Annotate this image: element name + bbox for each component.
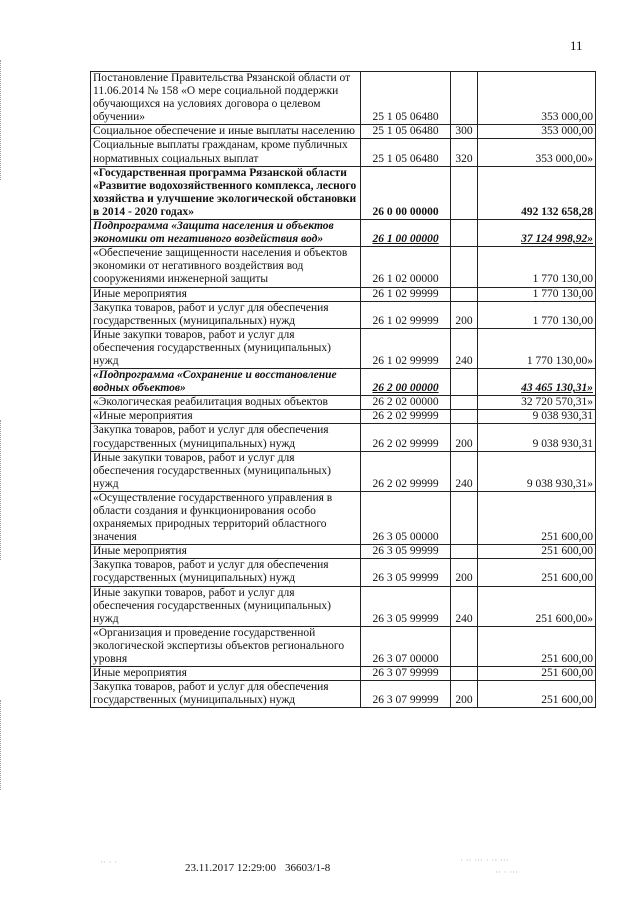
table-row: [91, 125, 596, 139]
cell-expense-type: [451, 396, 478, 410]
budget-table-body: [91, 72, 596, 708]
table-row: [91, 396, 596, 410]
table-row: [91, 626, 596, 666]
scan-noise: · ·· ··· · ·· ···: [460, 856, 509, 866]
cell-expense-type: 200: [451, 681, 478, 708]
cell-expense-type: [451, 667, 478, 681]
cell-amount: 9 038 930,31»: [478, 451, 596, 491]
cell-expense-type: [451, 166, 478, 219]
cell-name: «Обеспечение защищенности населения и объектов экономики от негативного воздействия вод сооружениями инженерной защиты: [91, 247, 361, 287]
cell-name: Иные закупки товаров, работ и услуг для обеспечения государственных (муниципальных) нужд: [91, 586, 361, 626]
cell-expense-type: [451, 545, 478, 559]
cell-name: Иные мероприятия: [91, 667, 361, 681]
table-row: [91, 139, 596, 166]
table-row: [91, 369, 596, 396]
left-edge-scan-mark: [0, 420, 7, 560]
cell-name: Подпрограмма «Защита населения и объектов экономики от негативного воздействия вод»: [91, 220, 361, 247]
table-row: [91, 586, 596, 626]
table-row: [91, 72, 596, 125]
cell-code: 26 2 02 00000: [361, 396, 451, 410]
cell-code: 25 1 05 06480: [361, 72, 451, 125]
cell-amount: 251 600,00: [478, 626, 596, 666]
cell-code: 26 2 02 99999: [361, 451, 451, 491]
cell-expense-type: 200: [451, 559, 478, 586]
cell-code: 26 1 02 99999: [361, 301, 451, 328]
cell-expense-type: [451, 287, 478, 301]
cell-code: 26 3 05 00000: [361, 491, 451, 544]
cell-code: 26 3 07 00000: [361, 626, 451, 666]
cell-name: «Экологическая реабилитация водных объектов: [91, 396, 361, 410]
table-row: [91, 424, 596, 451]
cell-name: Закупка товаров, работ и услуг для обеспечения государственных (муниципальных) нужд: [91, 424, 361, 451]
scan-noise: ·· · ·: [100, 858, 118, 868]
cell-code: 25 1 05 06480: [361, 125, 451, 139]
cell-name: Социальные выплаты гражданам, кроме публичных нормативных социальных выплат: [91, 139, 361, 166]
cell-name: Иные мероприятия: [91, 287, 361, 301]
cell-expense-type: [451, 220, 478, 247]
cell-name: Закупка товаров, работ и услуг для обеспечения государственных (муниципальных) нужд: [91, 681, 361, 708]
cell-amount: 43 465 130,31»: [478, 369, 596, 396]
cell-expense-type: 240: [451, 586, 478, 626]
table-row: [91, 545, 596, 559]
cell-amount: 251 600,00»: [478, 586, 596, 626]
cell-amount: 251 600,00: [478, 559, 596, 586]
cell-code: 26 1 02 00000: [361, 247, 451, 287]
cell-name: Иные закупки товаров, работ и услуг для обеспечения государственных (муниципальных) нужд: [91, 451, 361, 491]
cell-name: «Государственная программа Рязанской области «Развитие водохозяйственного комплекса, лесного хозяйства и улучшение экологической обстановки в 2014 - 2020 годах»: [91, 166, 361, 219]
cell-expense-type: [451, 369, 478, 396]
table-row: [91, 559, 596, 586]
cell-amount: 353 000,00: [478, 125, 596, 139]
cell-code: 26 3 07 99999: [361, 667, 451, 681]
cell-code: 26 0 00 00000: [361, 166, 451, 219]
footer-doc-number: 36603/1-8: [285, 862, 331, 874]
cell-code: 25 1 05 06480: [361, 139, 451, 166]
cell-code: 26 1 02 99999: [361, 287, 451, 301]
cell-name: «Осуществление государственного управления в области создания и функционирования особо охраняемых природных территорий областного значения: [91, 491, 361, 544]
table-row: [91, 220, 596, 247]
cell-expense-type: 300: [451, 125, 478, 139]
page-number: 11: [570, 38, 583, 53]
cell-name: «Иные мероприятия: [91, 410, 361, 424]
cell-amount: 251 600,00: [478, 545, 596, 559]
cell-amount: 1 770 130,00: [478, 247, 596, 287]
cell-amount: 353 000,00»: [478, 139, 596, 166]
cell-name: Социальное обеспечение и иные выплаты населению: [91, 125, 361, 139]
cell-expense-type: 240: [451, 451, 478, 491]
cell-amount: 9 038 930,31: [478, 410, 596, 424]
cell-amount: 492 132 658,28: [478, 166, 596, 219]
cell-code: 26 2 02 99999: [361, 410, 451, 424]
left-edge-scan-mark: [0, 700, 7, 790]
cell-expense-type: 240: [451, 328, 478, 368]
cell-code: 26 2 02 99999: [361, 424, 451, 451]
table-row: [91, 247, 596, 287]
cell-code: 26 1 00 00000: [361, 220, 451, 247]
cell-amount: 251 600,00: [478, 491, 596, 544]
table-row: [91, 451, 596, 491]
cell-name: «Подпрограмма «Сохранение и восстановление водных объектов»: [91, 369, 361, 396]
cell-amount: 251 600,00: [478, 681, 596, 708]
table-row: [91, 410, 596, 424]
cell-name: Иные мероприятия: [91, 545, 361, 559]
cell-expense-type: [451, 491, 478, 544]
cell-name: Закупка товаров, работ и услуг для обеспечения государственных (муниципальных) нужд: [91, 301, 361, 328]
cell-amount: 1 770 130,00»: [478, 328, 596, 368]
cell-amount: 1 770 130,00: [478, 287, 596, 301]
cell-expense-type: [451, 410, 478, 424]
table-row: [91, 681, 596, 708]
footer-timestamp: 23.11.2017 12:29:00: [185, 862, 276, 874]
cell-name: Иные закупки товаров, работ и услуг для обеспечения государственных (муниципальных) нужд: [91, 328, 361, 368]
cell-code: 26 3 05 99999: [361, 586, 451, 626]
table-row: [91, 328, 596, 368]
cell-name: «Организация и проведение государственной экологической экспертизы объектов регионального уровня: [91, 626, 361, 666]
cell-amount: 32 720 570,31»: [478, 396, 596, 410]
cell-name: Постановление Правительства Рязанской области от 11.06.2014 № 158 «О мере социальной поддержки обучающихся на условиях договора о целевом обучении»: [91, 72, 361, 125]
cell-expense-type: 200: [451, 424, 478, 451]
table-row: [91, 667, 596, 681]
cell-code: 26 1 02 99999: [361, 328, 451, 368]
table-row: [91, 301, 596, 328]
cell-amount: 9 038 930,31: [478, 424, 596, 451]
cell-code: 26 3 05 99999: [361, 559, 451, 586]
cell-code: 26 2 00 00000: [361, 369, 451, 396]
table-row: [91, 166, 596, 219]
table-row: [91, 287, 596, 301]
cell-expense-type: 200: [451, 301, 478, 328]
cell-expense-type: [451, 72, 478, 125]
cell-amount: 251 600,00: [478, 667, 596, 681]
cell-code: 26 3 05 99999: [361, 545, 451, 559]
scan-noise: ·· · ···: [495, 868, 518, 878]
left-edge-scan-mark: [0, 60, 7, 180]
budget-table: [90, 71, 596, 708]
cell-amount: 37 124 998,92»: [478, 220, 596, 247]
cell-name: Закупка товаров, работ и услуг для обеспечения государственных (муниципальных) нужд: [91, 559, 361, 586]
cell-amount: 1 770 130,00: [478, 301, 596, 328]
cell-expense-type: 320: [451, 139, 478, 166]
cell-expense-type: [451, 626, 478, 666]
table-row: [91, 491, 596, 544]
cell-expense-type: [451, 247, 478, 287]
cell-amount: 353 000,00: [478, 72, 596, 125]
cell-code: 26 3 07 99999: [361, 681, 451, 708]
